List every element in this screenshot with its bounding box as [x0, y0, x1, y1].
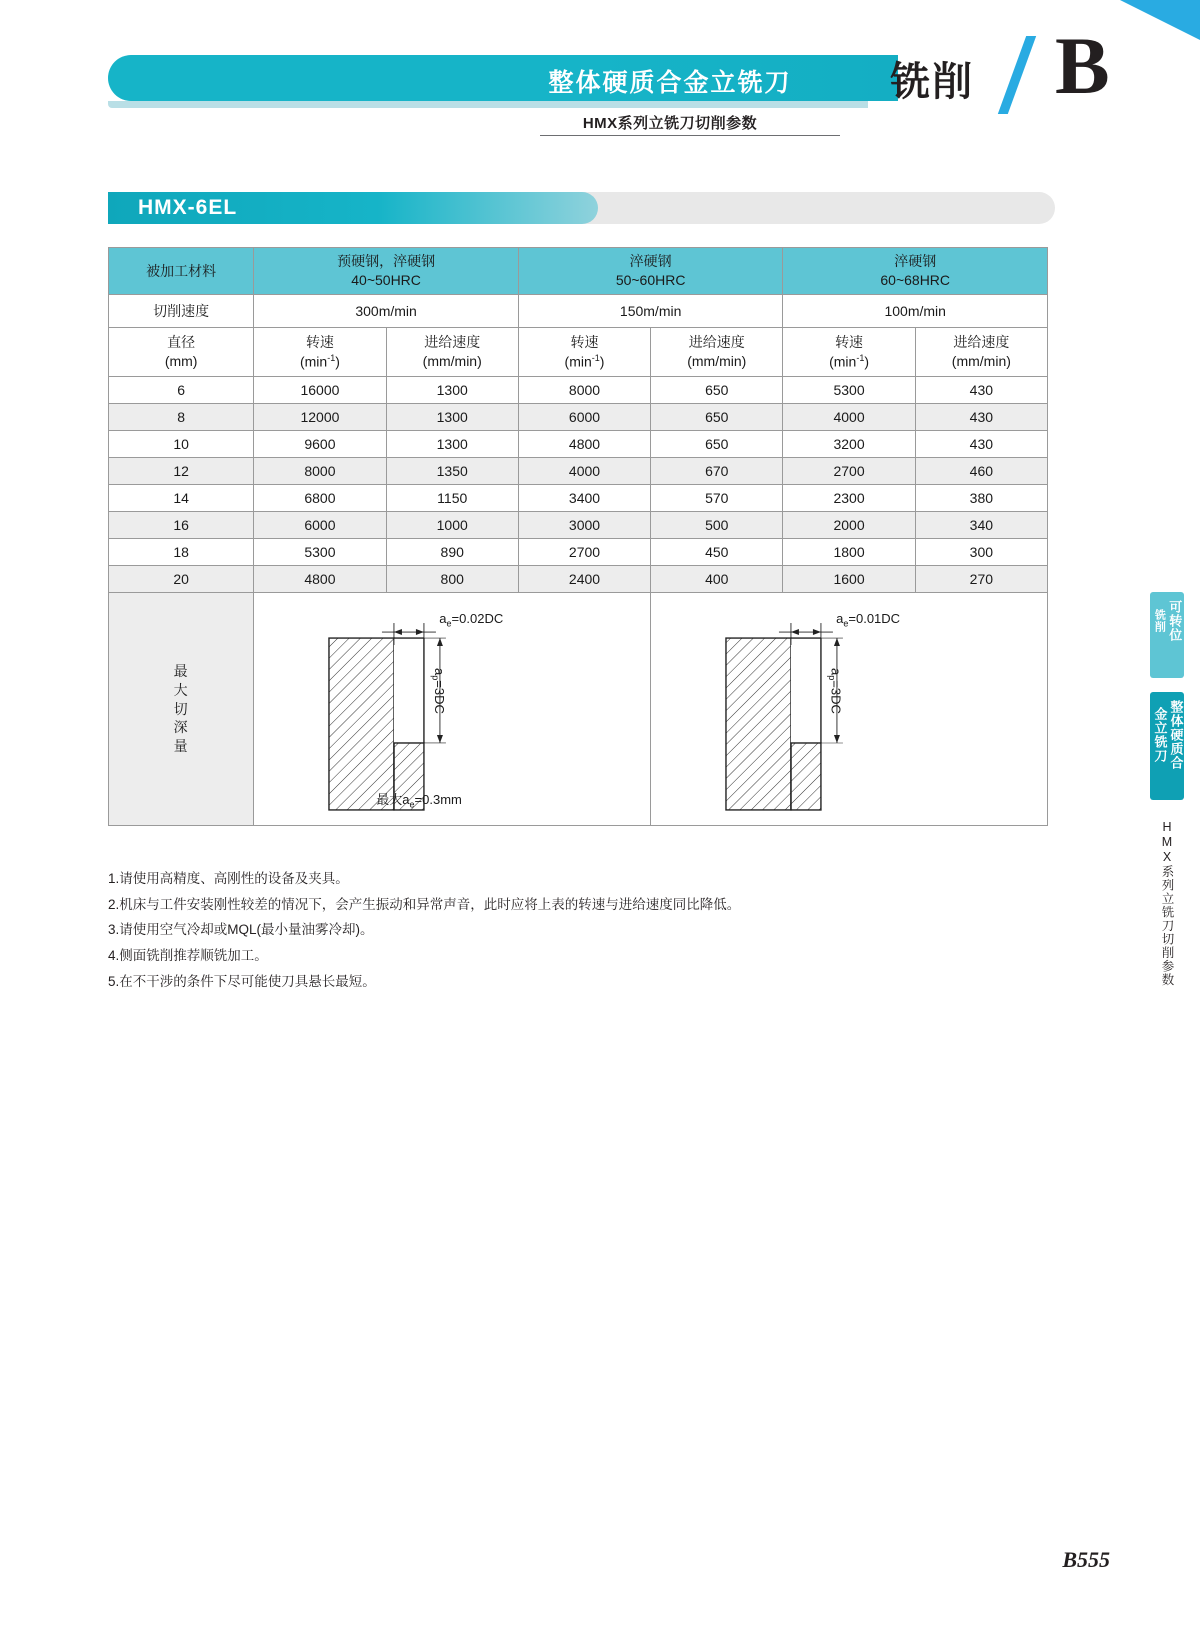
cell-value: 4800 [518, 431, 650, 458]
header-category: 铣削 [890, 60, 974, 104]
cell-value: 16000 [254, 377, 386, 404]
rpm-header-2 [518, 328, 650, 377]
cell-value: 430 [915, 377, 1047, 404]
cell-diameter: 20 [109, 566, 254, 593]
cell-value: 1300 [386, 431, 518, 458]
rpm-unit-close-3: ) [864, 353, 870, 370]
cell-value: 570 [651, 485, 783, 512]
speed-header-cell: 切削速度 [109, 295, 254, 328]
side-tab-1-sub: 铣削 [1153, 609, 1166, 633]
cell-value: 430 [915, 431, 1047, 458]
cell-value: 500 [651, 512, 783, 539]
cell-value: 1300 [386, 377, 518, 404]
material-group-3-line1: 淬硬钢 [894, 253, 937, 270]
diagram-right [651, 593, 1047, 825]
header-subtitle: HMX系列立铣刀切削参数 [582, 115, 758, 132]
side-tab-2-sub: 金立铣刀 [1152, 707, 1168, 763]
cell-value: 3000 [518, 512, 650, 539]
cell-value: 300 [915, 539, 1047, 566]
feed-header-1 [386, 328, 518, 377]
cell-value: 4000 [783, 404, 915, 431]
side-tab-1-columns [1150, 600, 1184, 642]
material-group-2-line2: 50~60HRC [615, 272, 686, 288]
page-number: B555 [1062, 1547, 1110, 1572]
material-group-3-line2: 60~68HRC [880, 272, 951, 288]
max-depth-char-4: 深 [173, 719, 189, 736]
table-row [109, 566, 1048, 593]
material-group-1 [254, 248, 519, 295]
feed-header-1-label: 进给速度 [424, 334, 481, 351]
cell-value: 12000 [254, 404, 386, 431]
max-depth-label-cell [109, 593, 254, 826]
cell-value: 430 [915, 404, 1047, 431]
cell-value: 6800 [254, 485, 386, 512]
diagram-right-cell [651, 593, 1048, 826]
side-caption [1150, 820, 1184, 990]
side-tab-1-main: 可转位 [1167, 600, 1183, 642]
cell-value: 3400 [518, 485, 650, 512]
table-row [109, 512, 1048, 539]
rpm-header-2-label: 转速 [570, 333, 599, 350]
rpm-header-1-label: 转速 [305, 333, 334, 350]
feed-header-3 [915, 328, 1047, 377]
cell-value: 9600 [254, 431, 386, 458]
diameter-header-line2: (mm) [164, 353, 198, 369]
feed-header-3-label: 进给速度 [953, 334, 1010, 351]
cell-value: 2300 [783, 485, 915, 512]
table-row [109, 377, 1048, 404]
cell-value: 1600 [783, 566, 915, 593]
material-header-cell: 被加工材料 [109, 248, 254, 295]
rpm-unit-open-2: (min [564, 353, 592, 370]
page-header [0, 0, 1200, 150]
cell-value: 8000 [518, 377, 650, 404]
rpm-unit-sup-2: -1 [591, 352, 600, 363]
cell-value: 2000 [783, 512, 915, 539]
cell-value: 3200 [783, 431, 915, 458]
max-depth-label [109, 662, 253, 756]
cell-value: 650 [651, 431, 783, 458]
cell-value: 800 [386, 566, 518, 593]
cell-value: 2400 [518, 566, 650, 593]
cell-value: 890 [386, 539, 518, 566]
rpm-unit-open: (min [299, 353, 328, 370]
note-item: 3.请使用空气冷却或MQL(最小量油雾冷却)。 [108, 922, 374, 938]
cell-diameter: 8 [109, 404, 254, 431]
rpm-header-3-label: 转速 [835, 333, 864, 350]
cell-value: 2700 [783, 458, 915, 485]
cell-diameter: 6 [109, 377, 254, 404]
table-row [109, 458, 1048, 485]
speed-value-1: 300m/min [254, 295, 519, 328]
material-group-2-line1: 淬硬钢 [629, 253, 672, 270]
material-group-1-line2: 40~50HRC [351, 272, 421, 288]
note-item: 1.请使用高精度、高刚性的设备及夹具。 [108, 871, 349, 886]
cell-value: 1000 [386, 512, 518, 539]
feed-header-3-unit: (mm/min) [951, 353, 1011, 369]
diagram-right-ap-label: $a_p=3DC$ [827, 668, 844, 714]
slash-decoration [998, 36, 1036, 114]
rpm-header-3 [783, 328, 915, 377]
speed-value-2: 150m/min [518, 295, 783, 328]
table-row-speed [109, 295, 1048, 328]
cell-value: 6000 [518, 404, 650, 431]
note-item: 4.侧面铣削推荐顺铣加工。 [108, 947, 268, 963]
cell-value: 650 [651, 377, 783, 404]
header-title: 整体硬质合金立铣刀 [548, 69, 792, 97]
section-title-bar [108, 192, 1055, 224]
diagram-right-ae-label: $a_e=0.01DC$ [836, 611, 901, 629]
side-tab-solid-carbide-endmill[interactable] [1150, 692, 1184, 800]
material-group-1-line1: 预硬钢，淬硬钢 [337, 253, 436, 270]
cell-diameter: 10 [109, 431, 254, 458]
table-row [109, 485, 1048, 512]
diagram-left-ap-label: $a_p=3DC$ [430, 668, 447, 714]
side-tab-2-columns [1150, 700, 1184, 770]
cell-value: 4000 [518, 458, 650, 485]
feed-header-2 [651, 328, 783, 377]
cell-value: 340 [915, 512, 1047, 539]
table-row-material [109, 248, 1048, 295]
cell-value: 5300 [783, 377, 915, 404]
cell-diameter: 18 [109, 539, 254, 566]
cell-value: 1800 [783, 539, 915, 566]
table-row-diagrams [109, 593, 1048, 826]
diagram-left [254, 593, 650, 825]
notes-list [108, 866, 1048, 994]
cell-value: 6000 [254, 512, 386, 539]
diagram-left-note: 最大$a_e=0.3mm$ [376, 792, 462, 810]
side-tab-indexable-milling[interactable] [1150, 592, 1184, 678]
cell-diameter: 14 [109, 485, 254, 512]
table-row [109, 431, 1048, 458]
speed-value-3: 100m/min [783, 295, 1048, 328]
cell-value: 650 [651, 404, 783, 431]
rpm-header-1-unit [254, 352, 385, 372]
header-rule [540, 135, 840, 136]
side-tab-2-main: 整体硬质合 [1168, 700, 1184, 770]
max-depth-char-1: 最 [173, 662, 189, 679]
diameter-header-cell [109, 328, 254, 377]
cell-value: 1350 [386, 458, 518, 485]
cell-value: 4800 [254, 566, 386, 593]
header-section-letter: B [1055, 20, 1110, 111]
feed-header-2-label: 进给速度 [688, 334, 745, 351]
rpm-unit-close-2: ) [599, 353, 605, 370]
max-depth-char-2: 大 [173, 681, 189, 698]
rpm-header-1 [254, 328, 386, 377]
material-group-2 [518, 248, 783, 295]
feed-header-2-unit: (mm/min) [687, 353, 747, 369]
side-caption-text: HMX系列立铣刀切削参数 [1160, 820, 1174, 987]
cell-value: 270 [915, 566, 1047, 593]
max-depth-char-5: 量 [173, 738, 189, 755]
rpm-header-2-unit [519, 352, 650, 372]
table-row [109, 404, 1048, 431]
cell-diameter: 16 [109, 512, 254, 539]
diagram-left-cell [254, 593, 651, 826]
diameter-header-line1: 直径 [167, 334, 196, 351]
spec-table-wrapper [108, 247, 1048, 826]
note-item: 2.机床与工件安装刚性较差的情况下，会产生振动和异常声音，此时应将上表的转速与进给速度同比降低。 [108, 896, 741, 912]
cell-value: 670 [651, 458, 783, 485]
cell-value: 450 [651, 539, 783, 566]
table-row-subheader [109, 328, 1048, 377]
material-group-3 [783, 248, 1048, 295]
cell-value: 1300 [386, 404, 518, 431]
cell-value: 8000 [254, 458, 386, 485]
cell-value: 460 [915, 458, 1047, 485]
cell-value: 2700 [518, 539, 650, 566]
cell-value: 5300 [254, 539, 386, 566]
cell-value: 1150 [386, 485, 518, 512]
max-depth-char-3: 切 [173, 700, 189, 717]
cell-diameter: 12 [109, 458, 254, 485]
cutting-parameter-table [108, 247, 1048, 826]
feed-header-1-unit: (mm/min) [422, 353, 482, 369]
rpm-unit-close: ) [335, 353, 340, 370]
rpm-unit-sup: -1 [327, 352, 336, 363]
section-title-label: HMX-6EL [138, 196, 238, 219]
table-row [109, 539, 1048, 566]
diagram-left-ae-label: $a_e=0.02DC$ [439, 611, 504, 629]
note-item: 5.在不干涉的条件下尽可能使刀具悬长最短。 [108, 973, 376, 989]
cell-value: 400 [651, 566, 783, 593]
rpm-unit-sup-3: -1 [856, 352, 865, 363]
cell-value: 380 [915, 485, 1047, 512]
rpm-header-3-unit [783, 352, 914, 372]
rpm-unit-open-3: (min [829, 353, 857, 370]
header-banner-shadow [108, 101, 868, 108]
